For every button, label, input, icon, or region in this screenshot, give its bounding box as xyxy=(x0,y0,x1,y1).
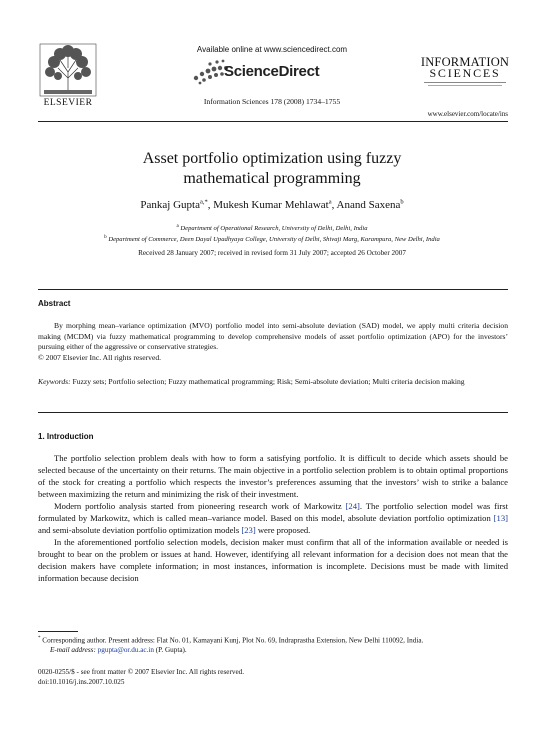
issn-line: 0020-0255/$ - see front matter © 2007 Elsevier Inc. All rights reserved. xyxy=(38,668,245,676)
journal-citation: Information Sciences 178 (2008) 1734–1755 xyxy=(203,97,341,106)
journal-logo-line1: INFORMATION xyxy=(420,55,510,69)
abstract-copyright: © 2007 Elsevier Inc. All rights reserved. xyxy=(38,352,162,362)
affiliation-b: $^b$ Department of Commerce, Deen Dayal Upadhyaya College, University of Delhi, Shivaji Marg, Karampura, New Delhi, India xyxy=(104,235,440,244)
ref-23-link[interactable]: [23] xyxy=(241,525,256,535)
affiliation-a: $^a$ Department of Operational Research, University of Delhi, Delhi, India xyxy=(176,224,368,233)
footnote: * Corresponding author. Present address: Flat No. 01, Kamayani Kunj, Plot No. 69, Indraprastha Extension, New Delhi 110092, India. E-mail address: pgupta@or.du.ac.in (P. Gupta). xyxy=(38,636,424,655)
keywords-list: Fuzzy sets; Portfolio selection; Fuzzy mathematical programming; Risk; Semi-absolute deviation; Multi criteria decision making xyxy=(72,377,465,386)
title-line-1: Asset portfolio optimization using fuzzy xyxy=(142,150,402,167)
paragraph-3: In the aforementioned portfolio selection models, decision maker must confirm that all of the information available or needed is brought to bear on the problem or issues at hand. However, identifying all relevant information for a decision does not mean that the decision makers have complete information; in most instances, information is incomplete. Decisions must be made with limited information because decision xyxy=(38,537,508,583)
title-line-2: mathematical programming xyxy=(183,170,361,187)
footnote-text: Corresponding author. Present address: Flat No. 01, Kamayani Kunj, Plot No. 69, Indraprastha Extension, New Delhi 110092, India. xyxy=(42,636,424,645)
authors xyxy=(40,198,504,211)
elsevier-tree-icon xyxy=(38,42,98,98)
journal-url[interactable]: www.elsevier.com/locate/ins xyxy=(427,110,508,118)
paragraph-2: Modern portfolio analysis started from pioneering research work of Markowitz [24]. The portfolio selection model was first formulated by Markowitz, which is called mean–variance model. Based on this model, absolute deviation portfolio optimization [13] and semi-absolute deviation portfolio optimization models [23] were proposed. xyxy=(38,501,508,535)
ref-13-link[interactable]: [13] xyxy=(493,513,508,523)
author-2: Mukesh Kumar Mehlawat$^a$, xyxy=(213,198,337,211)
sciencedirect-logo xyxy=(190,56,360,86)
doi-line: doi:10.1016/j.ins.2007.10.025 xyxy=(38,677,125,686)
journal-logo xyxy=(420,56,510,96)
section-heading: 1. Introduction xyxy=(38,432,94,441)
received-dates: Received 28 January 2007; received in revised form 31 July 2007; accepted 26 October 2007 xyxy=(138,249,406,257)
article-title xyxy=(60,149,484,189)
available-online: Available online at www.sciencedirect.com xyxy=(196,45,348,54)
abstract-text: By morphing mean–variance optimization (MVO) portfolio model into semi-absolute deviation (SAD) model, we apply multi criteria decision making (MCDM) via fuzzy mathematical programming to develop comprehensive models of asset portfolio optimization (APO) for the investors’ pursuing either of the aggressive or conservative strategies. xyxy=(38,321,508,351)
section-body xyxy=(38,452,508,584)
keywords xyxy=(38,377,508,388)
paragraph-1: The portfolio selection problem deals with how to form a satisfying portfolio. It is difficult to decide which assets should be selected because of the uncertainty on their returns. The main objective in a portfolio selection problem is to obtain optimal proportions of the stock for creating a portfolio which respects the investor’s preferences assuming that the investors’ wish to strike a balance between maximizing the return and minimizing the risk of their investment. xyxy=(38,453,508,499)
author-1: Pankaj Gupta$^{a,*}$, xyxy=(140,198,214,211)
abstract-body xyxy=(38,321,508,363)
email-link[interactable]: pgupta@or.du.ac.in xyxy=(97,646,154,655)
publisher-name: ELSEVIER xyxy=(43,98,93,108)
author-3: Anand Saxena$^b$ xyxy=(336,198,404,211)
journal-logo-line2: SCIENCES xyxy=(429,66,501,80)
elsevier-logo xyxy=(38,42,98,108)
ref-24-link[interactable]: [24] xyxy=(345,501,360,511)
keywords-label: Keywords: xyxy=(38,377,71,386)
abstract-heading: Abstract xyxy=(38,299,71,308)
front-matter xyxy=(38,668,244,687)
sciencedirect-wordmark: ScienceDirect xyxy=(224,63,320,80)
